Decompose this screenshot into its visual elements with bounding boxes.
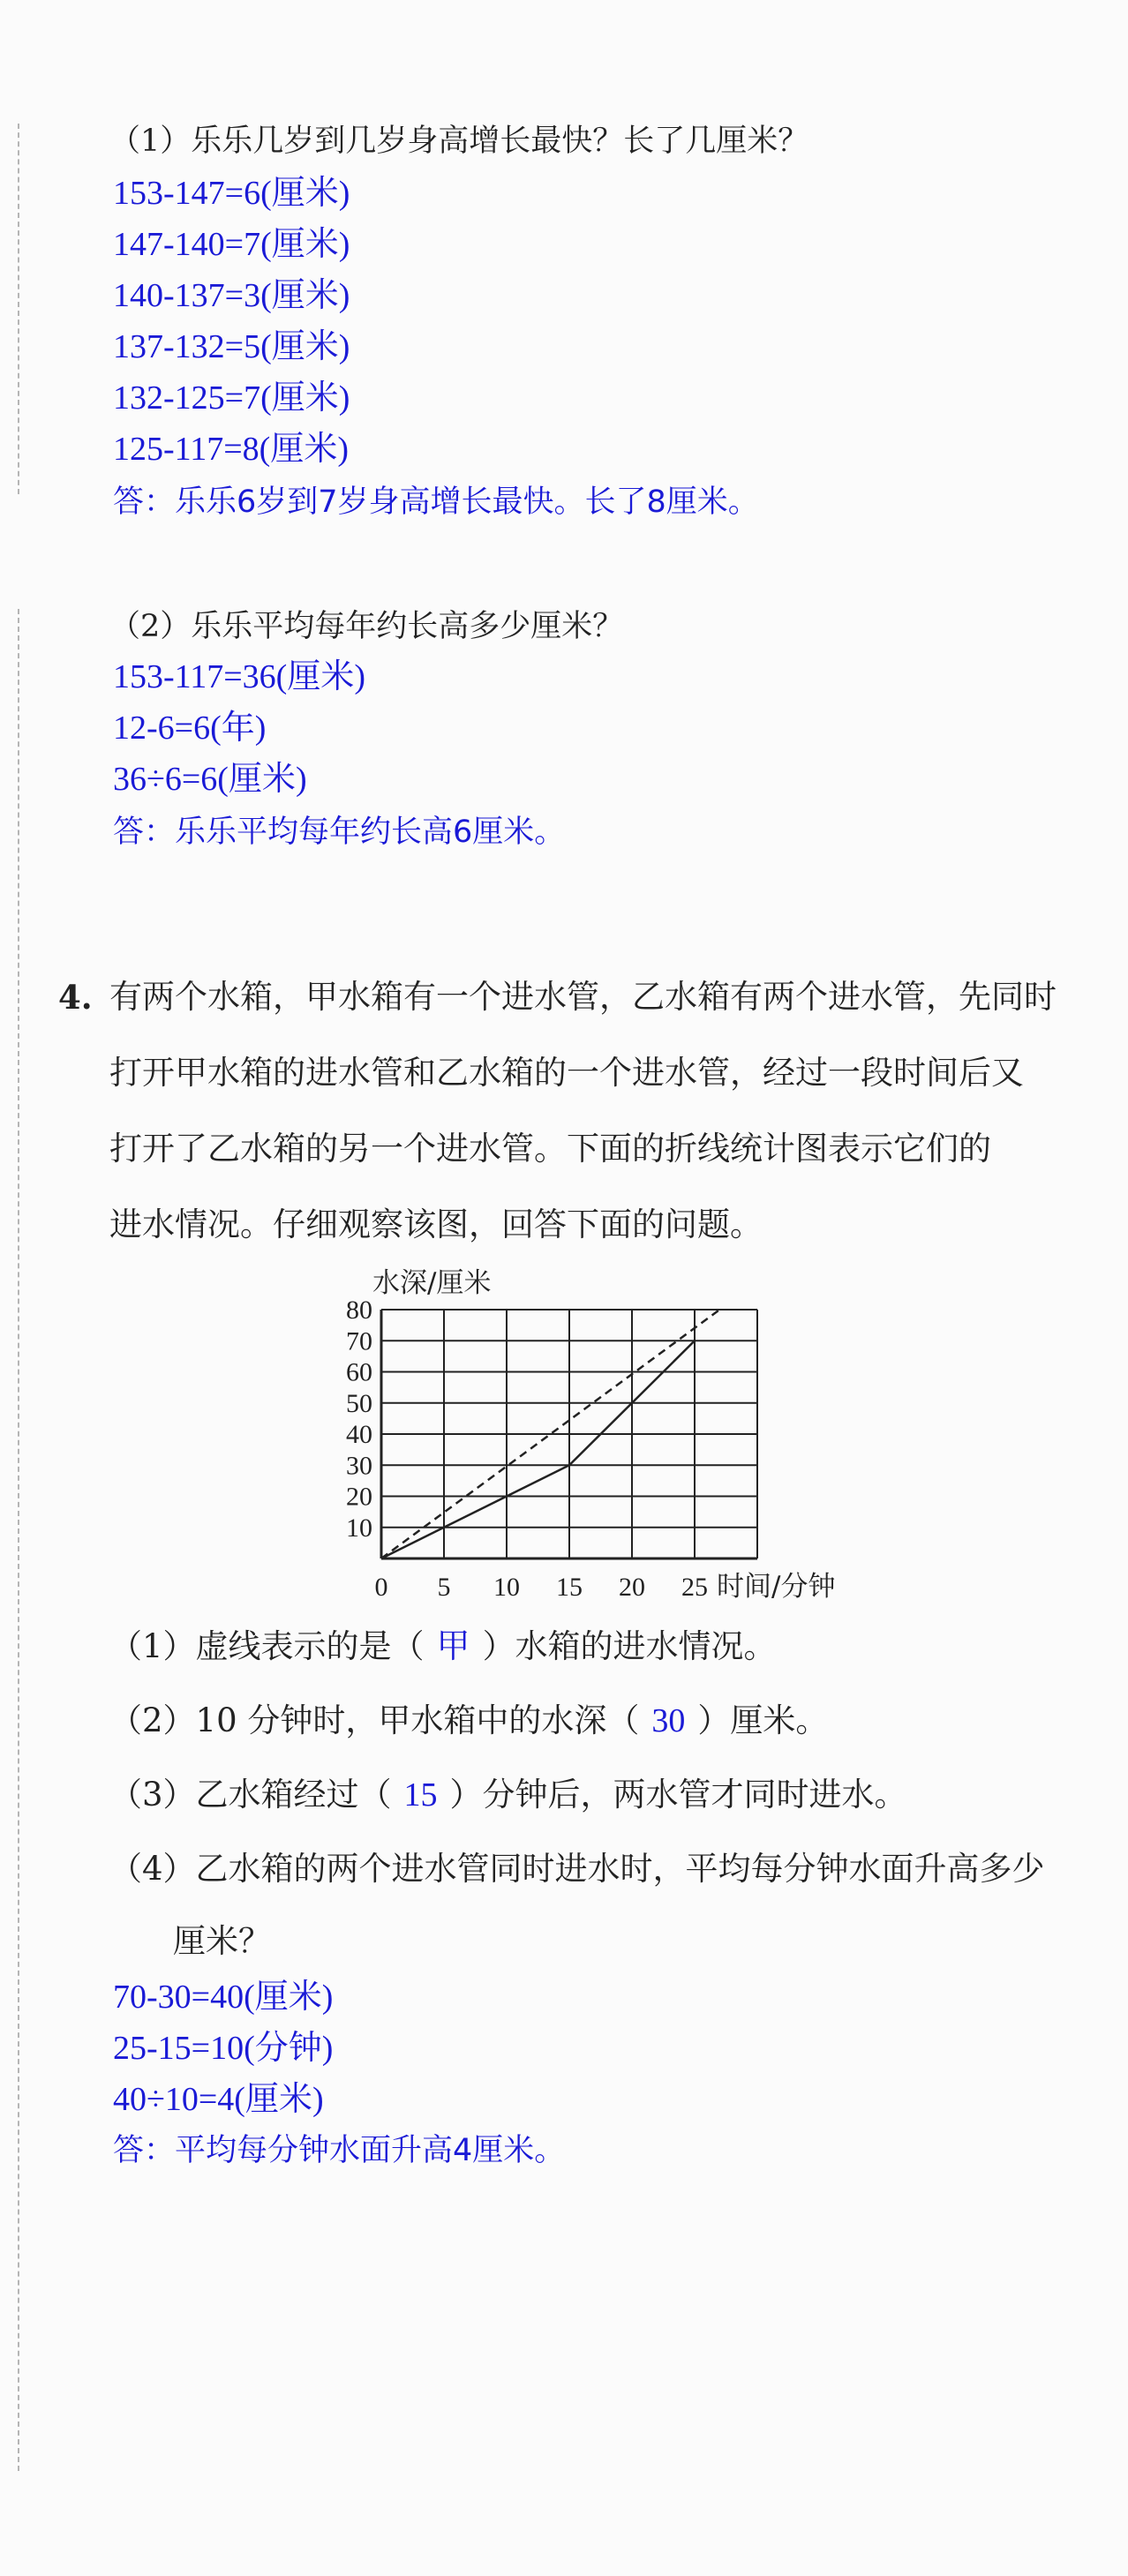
y-tick-label: 10 — [346, 1513, 372, 1543]
problem4-answer: 答：平均每分钟水面升高4厘米。 — [113, 2133, 566, 2168]
part2-answer: 答：乐乐平均每年约长高6厘米。 — [113, 815, 566, 850]
part2-line-3: 36÷6=6(厘米) — [113, 761, 307, 798]
part1-line-4: 137-132=5(厘米) — [113, 328, 350, 365]
problem4-text-line-4: 进水情况。仔细观察该图，回答下面的问题。 — [109, 1205, 763, 1243]
x-tick-label: 20 — [619, 1573, 645, 1602]
sub2-fill: 30 — [651, 1702, 686, 1739]
problem4-sub1 — [109, 1627, 777, 1666]
problem4-sub4-line-1: （4）乙水箱的两个进水管同时进水时，平均每分钟水面升高多少 — [109, 1850, 1045, 1888]
part1-line-6: 125-117=8(厘米) — [113, 431, 349, 468]
problem4-line-2: 25-15=10(分钟) — [113, 2030, 334, 2067]
y-tick-label: 20 — [346, 1482, 372, 1512]
x-axis-label: 时间/分钟 — [717, 1571, 836, 1603]
problem4-sub3 — [109, 1776, 907, 1814]
x-tick-label: 10 — [493, 1573, 520, 1602]
y-tick-label: 60 — [346, 1357, 372, 1387]
y-tick-label: 80 — [346, 1296, 372, 1325]
part1-answer: 答：乐乐6岁到7岁身高增长最快。长了8厘米。 — [113, 484, 759, 520]
x-tick-label: 0 — [374, 1573, 388, 1602]
y-axis-label: 水深/厘米 — [372, 1267, 492, 1299]
sub3-after: ）分钟后，两水管才同时进水。 — [449, 1776, 907, 1814]
part1-line-3: 140-137=3(厘米) — [113, 277, 350, 314]
y-tick-label: 50 — [346, 1388, 372, 1418]
sub1-after: ）水箱的进水情况。 — [482, 1627, 777, 1665]
problem4-sub2 — [109, 1701, 828, 1740]
part1-question: （1）乐乐几岁到几岁身高增长最快？长了几厘米？ — [109, 124, 809, 159]
y-tick-label: 40 — [346, 1420, 372, 1449]
problem4-text-line-2: 打开甲水箱的进水管和乙水箱的一个进水管，经过一段时间后又 — [109, 1054, 1024, 1092]
problem4-line-3: 40÷10=4(厘米) — [113, 2081, 324, 2118]
sub1-before: （1）虚线表示的是（ — [109, 1627, 425, 1665]
problem4-sub4-line-2: 厘米？ — [173, 1922, 271, 1960]
part1-line-1: 153-147=6(厘米) — [113, 175, 350, 212]
sub2-after: ）厘米。 — [697, 1701, 829, 1739]
problem4-text-line-3: 打开了乙水箱的另一个进水管。下面的折线统计图表示它们的 — [109, 1130, 991, 1168]
x-tick-label: 25 — [681, 1573, 708, 1602]
x-tick-label: 5 — [437, 1573, 451, 1602]
x-tick-label: 15 — [556, 1573, 583, 1602]
part1-line-5: 132-125=7(厘米) — [113, 379, 350, 417]
sub3-before: （3）乙水箱经过（ — [109, 1776, 392, 1814]
y-tick-label: 70 — [346, 1326, 372, 1356]
series-solid-line — [381, 1341, 695, 1558]
problem4-number: 4. — [58, 978, 93, 1017]
problem4-line-1: 70-30=40(厘米) — [113, 1979, 334, 2016]
part2-line-2: 12-6=6(年) — [113, 710, 267, 747]
y-tick-label: 30 — [346, 1451, 372, 1481]
part2-question: （2）乐乐平均每年约长高多少厘米？ — [109, 609, 624, 644]
sub2-before: （2）10 分钟时，甲水箱中的水深（ — [109, 1701, 640, 1739]
problem4-text-line-1: 有两个水箱，甲水箱有一个进水管，乙水箱有两个进水管，先同时 — [109, 978, 1057, 1016]
part1-line-2: 147-140=7(厘米) — [113, 226, 350, 263]
sub3-fill: 15 — [403, 1776, 438, 1814]
part2-line-1: 153-117=36(厘米) — [113, 658, 365, 695]
sub1-fill: 甲 — [436, 1628, 470, 1665]
